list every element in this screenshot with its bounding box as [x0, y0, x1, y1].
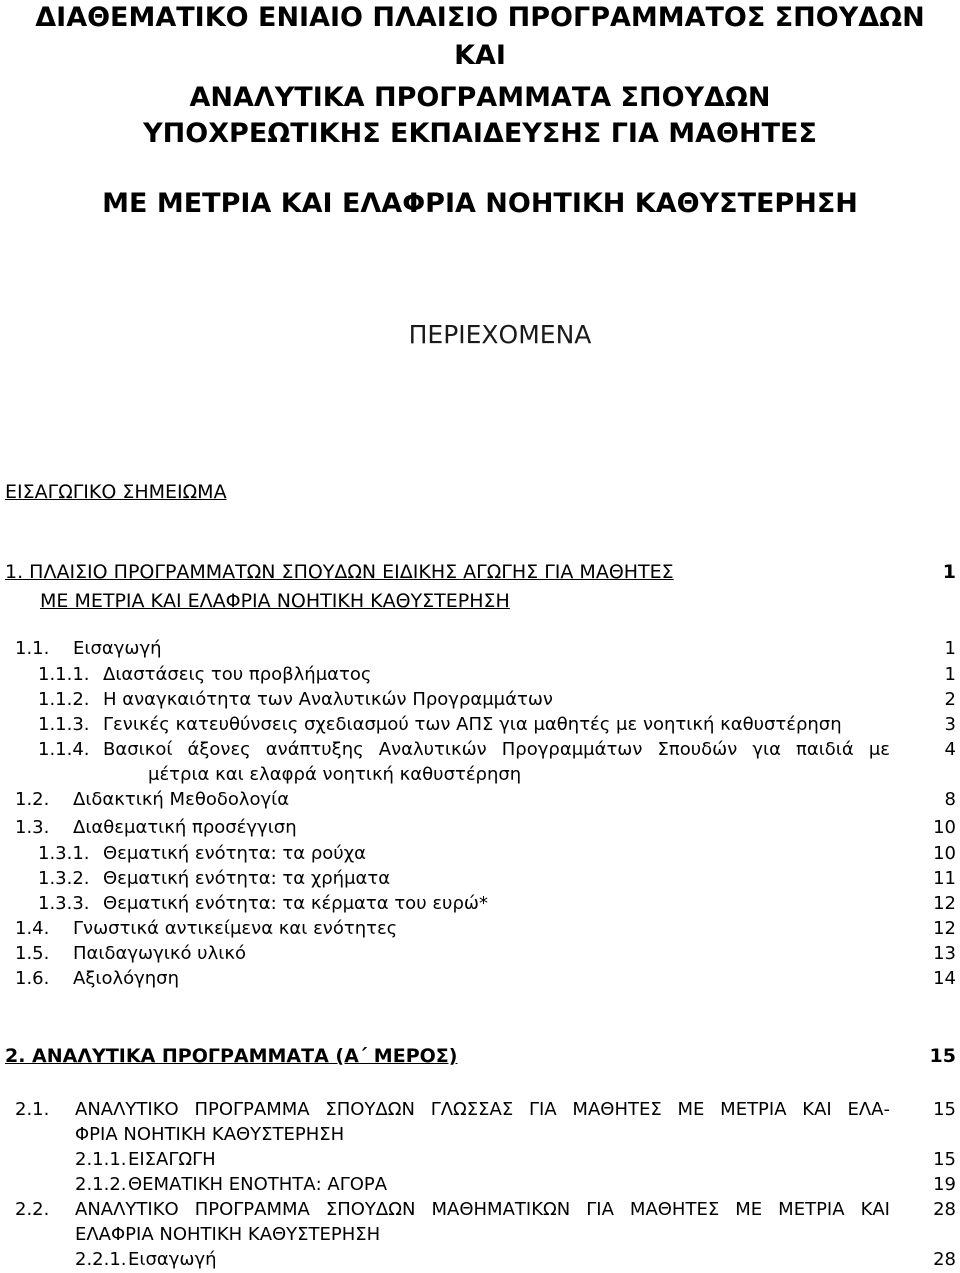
toc-entry-title[interactable]: Γενικές κατευθύνσεις σχεδιασμού των ΑΠΣ για μαθητές με νοητική καθυστέρηση	[103, 714, 842, 735]
toc-entry-title[interactable]: ΘΕΜΑΤΙΚΗ ΕΝΟΤΗΤΑ: ΑΓΟΡΑ	[128, 1174, 388, 1195]
section-1-link-continued[interactable]: ΜΕ ΜΕΤΡΙΑ ΚΑΙ ΕΛΑΦΡΙΑ ΝΟΗΤΙΚΗ ΚΑΘΥΣΤΕΡΗΣΗ	[40, 590, 510, 612]
toc-entry-title[interactable]: Παιδαγωγικό υλικό	[73, 943, 246, 964]
toc-entry-number: 1.1.1.	[38, 664, 90, 685]
toc-entry-number: 2.2.1.	[75, 1249, 127, 1270]
document-title-line-4: ΥΠΟΧΡΕΩΤΙΚΗΣ ΕΚΠΑΙΔΕΥΣΗΣ ΓΙΑ ΜΑΘΗΤΕΣ	[143, 118, 817, 149]
toc-entry-number: 1.1.4.	[38, 739, 90, 760]
toc-entry-title[interactable]: Γνωστικά αντικείμενα και ενότητες	[73, 918, 398, 939]
toc-entry-title[interactable]: Η αναγκαιότητα των Αναλυτικών Προγραμμάτων	[103, 689, 553, 710]
toc-entry-title[interactable]: Διαθεματική προσέγγιση	[73, 817, 297, 838]
section-2-page: 15	[929, 1045, 956, 1067]
toc-entry-page: 15	[933, 1099, 956, 1120]
toc-entry-title[interactable]: Θεματική ενότητα: τα χρήματα	[103, 868, 391, 889]
document-title-line-3: ΑΝΑΛΥΤΙΚΑ ΠΡΟΓΡΑΜΜΑΤΑ ΣΠΟΥΔΩΝ	[189, 82, 771, 113]
toc-entry-page: 28	[933, 1249, 956, 1270]
toc-entry-number: 2.2.	[15, 1199, 50, 1220]
contents-heading: ΠΕΡΙΕΧΟΜΕΝΑ	[408, 320, 592, 349]
intro-note-link[interactable]: ΕΙΣΑΓΩΓΙΚΟ ΣΗΜΕΙΩΜΑ	[5, 481, 227, 503]
toc-entry-number: 1.3.2.	[38, 868, 90, 889]
toc-entry-page: 11	[933, 868, 956, 889]
toc-entry-title[interactable]: ΕΙΣΑΓΩΓΗ	[128, 1149, 216, 1170]
toc-entry-page: 1	[944, 638, 956, 659]
toc-entry-number: 2.1.1.	[75, 1149, 127, 1170]
toc-entry-number: 2.1.2.	[75, 1174, 127, 1195]
toc-entry-page: 10	[933, 843, 956, 864]
toc-entry-number: 1.4.	[15, 918, 50, 939]
toc-entry-title[interactable]: Εισαγωγή	[128, 1249, 217, 1270]
toc-entry-title[interactable]: Εισαγωγή	[73, 638, 162, 659]
toc-entry-number: 1.2.	[15, 789, 50, 810]
document-title-line-1: ΔΙΑΘΕΜΑΤΙΚΟ ΕΝΙΑΙΟ ΠΛΑΙΣΙΟ ΠΡΟΓΡΑΜΜΑΤΟΣ ΣΠΟΥΔΩΝ	[35, 2, 925, 33]
toc-entry-title-continued[interactable]: ΦΡΙΑ ΝΟΗΤΙΚΗ ΚΑΘΥΣΤΕΡΗΣΗ	[75, 1124, 345, 1145]
toc-entry-page: 14	[933, 968, 956, 989]
toc-entry-number: 2.1.	[15, 1099, 50, 1120]
toc-entry-page: 4	[944, 739, 956, 760]
toc-entry-title[interactable]: Αξιολόγηση	[73, 968, 179, 989]
toc-entry-title-continued[interactable]: ΕΛΑΦΡΙΑ ΝΟΗΤΙΚΗ ΚΑΘΥΣΤΕΡΗΣΗ	[75, 1224, 381, 1245]
toc-entry-page: 15	[933, 1149, 956, 1170]
toc-entry-number: 1.3.3.	[38, 893, 90, 914]
document-title-line-5: ΜΕ ΜΕΤΡΙΑ ΚΑΙ ΕΛΑΦΡΙΑ ΝΟΗΤΙΚΗ ΚΑΘΥΣΤΕΡΗΣΗ	[102, 188, 858, 219]
toc-entry-number: 1.5.	[15, 943, 50, 964]
toc-entry-number: 1.1.3.	[38, 714, 90, 735]
toc-entry-page: 2	[944, 689, 956, 710]
toc-entry-title[interactable]: Θεματική ενότητα: τα κέρματα του ευρώ*	[103, 893, 488, 914]
toc-entry-number: 1.1.2.	[38, 689, 90, 710]
section-2-link[interactable]: 2. ΑΝΑΛΥΤΙΚΑ ΠΡΟΓΡΑΜΜΑΤΑ (Α΄ ΜΕΡΟΣ)	[5, 1045, 458, 1067]
toc-entry-page: 10	[933, 817, 956, 838]
toc-entry-page: 12	[933, 918, 956, 939]
toc-entry-page: 19	[933, 1174, 956, 1195]
toc-entry-page: 28	[933, 1199, 956, 1220]
toc-entry-number: 1.6.	[15, 968, 50, 989]
toc-entry-page: 13	[933, 943, 956, 964]
toc-entry-title-continued[interactable]: μέτρια και ελαφρά νοητική καθυστέρηση	[148, 764, 522, 785]
section-1-link[interactable]: 1. ΠΛΑΙΣΙΟ ΠΡΟΓΡΑΜΜΑΤΩΝ ΣΠΟΥΔΩΝ ΕΙΔΙΚΗΣ ΑΓΩΓΗΣ ΓΙΑ ΜΑΘΗΤΕΣ	[5, 561, 674, 583]
toc-entry-title[interactable]: Διδακτική Μεθοδολογία	[73, 789, 290, 810]
toc-entry-page: 12	[933, 893, 956, 914]
section-1-page: 1	[942, 561, 956, 583]
toc-entry-title[interactable]: Θεματική ενότητα: τα ρούχα	[103, 843, 366, 864]
toc-entry-page: 8	[944, 789, 956, 810]
toc-entry-title[interactable]: Βασικοί άξονες ανάπτυξης Αναλυτικών Προγραμμάτων Σπουδών για παιδιά με	[103, 739, 890, 760]
toc-entry-title[interactable]: ΑΝΑΛΥΤΙΚΟ ΠΡΟΓΡΑΜΜΑ ΣΠΟΥΔΩΝ ΜΑΘΗΜΑΤΙΚΩΝ ΓΙΑ ΜΑΘΗΤΕΣ ΜΕ ΜΕΤΡΙΑ ΚΑΙ	[75, 1199, 890, 1220]
toc-entry-page: 3	[944, 714, 956, 735]
toc-entry-number: 1.3.1.	[38, 843, 90, 864]
document-title-line-2: ΚΑΙ	[454, 40, 506, 71]
toc-entry-title[interactable]: Διαστάσεις του προβλήματος	[103, 664, 372, 685]
toc-entry-title[interactable]: ΑΝΑΛΥΤΙΚΟ ΠΡΟΓΡΑΜΜΑ ΣΠΟΥΔΩΝ ΓΛΩΣΣΑΣ ΓΙΑ ΜΑΘΗΤΕΣ ΜΕ ΜΕΤΡΙΑ ΚΑΙ ΕΛΑ-	[75, 1099, 890, 1120]
toc-entry-number: 1.3.	[15, 817, 50, 838]
toc-entry-page: 1	[944, 664, 956, 685]
toc-entry-number: 1.1.	[15, 638, 50, 659]
